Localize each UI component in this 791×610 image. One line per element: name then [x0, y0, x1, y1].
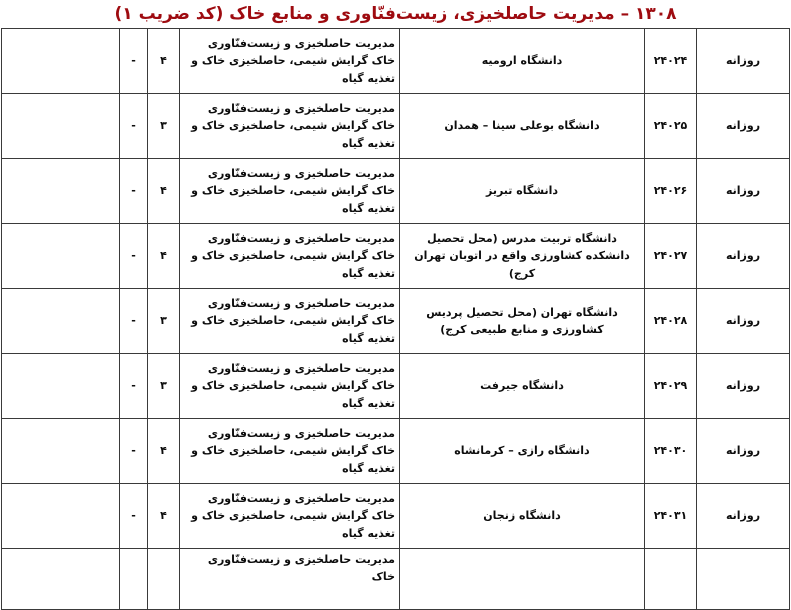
- cell-dash: -: [120, 484, 148, 549]
- cell-note: [2, 549, 120, 610]
- table-row[interactable]: [2, 224, 790, 289]
- cell-code: ۲۴۰۲۸: [645, 289, 697, 354]
- cell-code: ۲۴۰۳۰: [645, 419, 697, 484]
- cell-note: [2, 29, 120, 94]
- cell-period: روزانه: [697, 289, 790, 354]
- cell-university: دانشگاه ارومیه: [400, 29, 645, 94]
- cell-code: ۲۴۰۲۶: [645, 159, 697, 224]
- cell-dash: -: [120, 224, 148, 289]
- cell-dash: -: [120, 159, 148, 224]
- table-row[interactable]: [2, 94, 790, 159]
- cell-dash: [120, 549, 148, 610]
- cell-capacity: ۳: [148, 289, 180, 354]
- table-scroll-region[interactable]: [0, 28, 791, 584]
- cell-code: ۲۴۰۲۹: [645, 354, 697, 419]
- cell-university: دانشگاه جیرفت: [400, 354, 645, 419]
- cell-capacity: ۳: [148, 94, 180, 159]
- cell-program: مدیریت حاصلخیزی و زیست‌فنّاوری خاک: [180, 549, 400, 610]
- cell-university: دانشگاه رازی – کرمانشاه: [400, 419, 645, 484]
- table-body: [2, 29, 790, 610]
- cell-code: ۲۴۰۲۷: [645, 224, 697, 289]
- cell-capacity: ۴: [148, 419, 180, 484]
- cell-period: روزانه: [697, 94, 790, 159]
- cell-dash: -: [120, 94, 148, 159]
- cell-dash: -: [120, 289, 148, 354]
- cell-note: [2, 224, 120, 289]
- cell-program: مدیریت حاصلخیزی و زیست‌فنّاوری خاک گرایش شیمی، حاصلخیزی خاک و تغذیه گیاه: [180, 419, 400, 484]
- cell-program: مدیریت حاصلخیزی و زیست‌فنّاوری خاک گرایش شیمی، حاصلخیزی خاک و تغذیه گیاه: [180, 29, 400, 94]
- cell-program: مدیریت حاصلخیزی و زیست‌فنّاوری خاک گرایش شیمی، حاصلخیزی خاک و تغذیه گیاه: [180, 484, 400, 549]
- cell-university: دانشگاه تهران (محل تحصیل پردیس کشاورزی و منابع طبیعی کرج): [400, 289, 645, 354]
- cell-note: [2, 354, 120, 419]
- cell-university: دانشگاه زنجان: [400, 484, 645, 549]
- cell-university: دانشگاه تبریز: [400, 159, 645, 224]
- table-row[interactable]: [2, 29, 790, 94]
- cell-note: [2, 484, 120, 549]
- cell-note: [2, 289, 120, 354]
- cell-university: [400, 549, 645, 610]
- cell-university: دانشگاه تربیت مدرس (محل تحصیل دانشکده کشاورزی واقع در اتوبان تهران کرج): [400, 224, 645, 289]
- cell-period: روزانه: [697, 224, 790, 289]
- cell-program: مدیریت حاصلخیزی و زیست‌فنّاوری خاک گرایش شیمی، حاصلخیزی خاک و تغذیه گیاه: [180, 159, 400, 224]
- cell-code: ۲۴۰۳۱: [645, 484, 697, 549]
- table-row[interactable]: [2, 159, 790, 224]
- cell-note: [2, 159, 120, 224]
- cell-capacity: ۳: [148, 354, 180, 419]
- cell-program: مدیریت حاصلخیزی و زیست‌فنّاوری خاک گرایش شیمی، حاصلخیزی خاک و تغذیه گیاه: [180, 289, 400, 354]
- cell-university: دانشگاه بوعلی سینا – همدان: [400, 94, 645, 159]
- cell-capacity: ۴: [148, 224, 180, 289]
- table-row-partial[interactable]: [2, 549, 790, 610]
- cell-capacity: ۴: [148, 159, 180, 224]
- page-title: ۱۳۰۸ – مدیریت حاصلخیزی، زیست‌فنّاوری و منابع خاک (کد ضریب ۱): [114, 3, 677, 24]
- cell-note: [2, 419, 120, 484]
- table-row[interactable]: [2, 419, 790, 484]
- table-row[interactable]: [2, 289, 790, 354]
- cell-code: ۲۴۰۲۵: [645, 94, 697, 159]
- cell-period: روزانه: [697, 354, 790, 419]
- cell-period: روزانه: [697, 484, 790, 549]
- cell-program: مدیریت حاصلخیزی و زیست‌فنّاوری خاک گرایش شیمی، حاصلخیزی خاک و تغذیه گیاه: [180, 94, 400, 159]
- table-row[interactable]: [2, 484, 790, 549]
- cell-period: [697, 549, 790, 610]
- cell-code: ۲۴۰۲۴: [645, 29, 697, 94]
- page-title-bar: [0, 0, 791, 28]
- cell-program: مدیریت حاصلخیزی و زیست‌فنّاوری خاک گرایش شیمی، حاصلخیزی خاک و تغذیه گیاه: [180, 224, 400, 289]
- cell-note: [2, 94, 120, 159]
- admission-table: [1, 28, 790, 610]
- cell-dash: -: [120, 29, 148, 94]
- cell-period: روزانه: [697, 159, 790, 224]
- cell-code: [645, 549, 697, 610]
- cell-dash: -: [120, 354, 148, 419]
- cell-capacity: [148, 549, 180, 610]
- cell-capacity: ۴: [148, 484, 180, 549]
- cell-dash: -: [120, 419, 148, 484]
- cell-program: مدیریت حاصلخیزی و زیست‌فنّاوری خاک گرایش شیمی، حاصلخیزی خاک و تغذیه گیاه: [180, 354, 400, 419]
- cell-period: روزانه: [697, 419, 790, 484]
- cell-period: روزانه: [697, 29, 790, 94]
- cell-capacity: ۴: [148, 29, 180, 94]
- table-row[interactable]: [2, 354, 790, 419]
